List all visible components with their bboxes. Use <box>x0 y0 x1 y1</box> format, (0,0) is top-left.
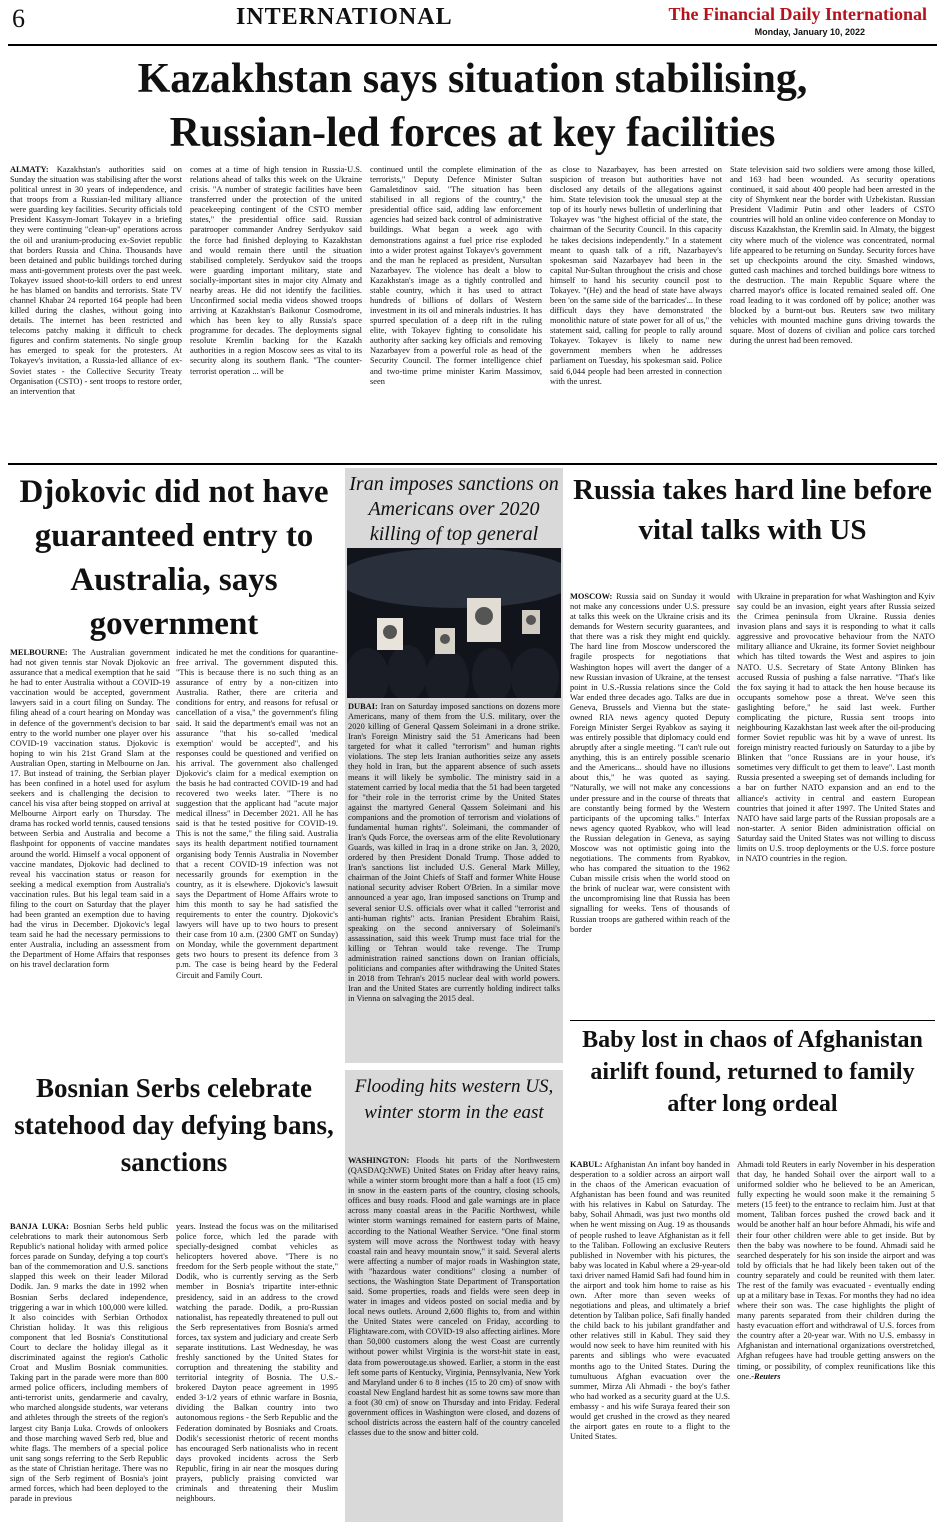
issue-date: Monday, January 10, 2022 <box>754 27 865 37</box>
baby-col-1 <box>570 1160 730 1522</box>
bosnia-col-1 <box>10 1222 168 1522</box>
iran-body <box>348 702 560 1060</box>
article-text: Kazakhstan's authorities said on Sunday the situation was stabilising after the worst political unrest in 30 years of independence, and that troops from a Russian-led military alliance were guarding key facilities. Security officials told President Kassym-Jomart Tokayev in a briefing they were continuing "clean-up" operations across the oil and uranium-producing ex-Soviet republic that borders Russia and China. Thousands have been detained and public buildings torched during mass anti-government protests over the past week. Tokayev issued shoot-to-kill orders to end unrest he has blamed on bandits and terrorists. State TV channel Khabar 24 reported 164 people had been killed during the clashes, without going into details. The internet has been restricted and telecoms patchy making it difficult to check figures and confirm statements. No single group has emerged to speak for the protesters. At Tokayev's invitation, a Russia-led alliance of ex-Soviet states - the Collective Security Treaty Organisation (CSTO) - sent troops to restore order, an intervention that <box>10 165 182 396</box>
dateline: MELBOURNE: <box>10 648 68 657</box>
dateline: KABUL: <box>570 1160 603 1169</box>
article-text: Ahmadi told Reuters in early November in his desperation that day, he handed Sohail over the airport wall to a uniformed soldier who he believed to be an American, fully expecting he would soon make it the remaining 5 meters (15 feet) to the entrance to reclaim him. Just at that moment, Taliban forces pushed the crowd back and it would be another half an hour before Ahmadi, his wife and their four other children were able to get inside. But by then the baby was nowhere to be found. Ahmadi said he searched desperately for his son inside the airport and was told by officials that he had likely been taken out of the country separately and could be reunited with them later. The rest of the family was evacuated - eventually ending up at a military base in Texas. For months they had no idea where their son was. The case highlights the plight of many parents separated from their children during the hasty evacuation effort and withdrawal of U.S. forces from the country after a 20-year war. With no U.S. embassy in Afghanistan and international organizations overstretched, Afghan refugees have had trouble getting answers on the timing, or possibility, of complex reunifications like this one. <box>737 1160 935 1381</box>
russia-baby-divider <box>570 1020 935 1021</box>
iran-headline: Iran imposes sanctions on Americans over 2020 killing of top general <box>349 473 559 545</box>
dateline: DUBAI: <box>348 702 378 711</box>
article-text: The Australian government had not given tennis star Novak Djokovic an assurance that a medical exemption that he said he had to enter Australia without a COVID-19 vaccination would be accepted, government lawyers said in a court filing on Sunday. The filing ahead of a court hearing on Monday was in defence of the government's decision to bar entry to the world number one player over his COVID-19 vaccination status. Djokovic is hoping to win his 21st Grand Slam at the Australian Open, starting in Melbourne on Jan. 17. But instead of training, the Serbian player has been confined in a hotel used for asylum seekers and is challenging the decision to cancel his visa after being stopped on arrival at Melbourne Airport early on Thursday. The drama has rocked world tennis, caused tensions between Serbia and Australia and become a flashpoint for opponents of vaccine mandates around the world. Himself a vocal opponent of vaccine mandates, Djokovic had declined to reveal his vaccination status or reason for seeking a medical exemption from Australia's vaccination rules. But his legal team said in a filing to the court on Saturday that the player had been granted an exemption due to having had the virus in December. Djokovic's legal team said he had the necessary permissions to enter Australia, including an assessment from the Department of Home Affairs that responses on his travel declaration form <box>10 648 170 970</box>
article-text: years. Instead the focus was on the militarised police force, which led the parade with specially-designed combat vehicles as helicopters hovered above. "There is no freedom for the Serb people without the state," Dodik, who is currently serving as the Serb member in Bosnia's tripartite inter-ethnic presidency, said in an address to the crowd watching the parade. Dodik, a pro-Russian nationalist, has repeatedly threatened to pull out the Serb representatives from Bosnia's armed forces, tax system and judiciary and create Serb separate institutions. Last Wednesday, he was freshly sanctioned by the United States for corruption and threatening the stability and territorial integrity of Bosnia. The U.S.-brokered Dayton peace agreement in 1995 ended 3-1/2 years of ethnic warfare in Bosnia, dividing the Balkan country into two autonomous regions - the Serb Republic and the Federation dominated by Bosniaks and Croats. Dodik's secessionist rhetoric of recent months has encouraged Serb nationalists who in recent days provoked incidents across the Serb Republic, firing in air near the mosques during prayers, publicly praising convicted war criminals and threatening their Muslim neighbours. <box>176 1222 338 1504</box>
page-number: 6 <box>12 4 25 33</box>
baby-col-2 <box>737 1160 935 1522</box>
credit: -Reuters <box>751 1371 781 1381</box>
section-rule <box>8 463 937 465</box>
flooding-box <box>345 1070 563 1522</box>
article-text: indicated he met the conditions for quarantine-free arrival. The government disputed this. "This is because there is no such thing as an assurance of entry by a non-citizen into Australia. Rather, there are criteria and conditions for entry, and reasons for refusal or cancellation of a visa," the government's filing said. It said the department's email was not an assurance "that his so-called 'medical exemption' would be accepted", and his responses could be questioned and verified on his arrival. The government also challenged Djokovic's claim for a medical exemption on the basis he had contracted COVID-19 and had recovered two weeks later. "There is no suggestion that the applicant had "acute major medical illness" in December 2021. All he has said is that he tested positive for COVID-19. This is not the same," the filing said. Australia says its health department notified tournament organising body Tennis Australia in November that a recent COVID-19 infection was not necessarily grounds for exemption in the country, as it is elsewhere. Djokovic's lawsuit says the Department of Home Affairs wrote to him this month to say he had satisfied the requirements to enter the country. Djokovic's lawyers will have up to two hours to present their case from 10 a.m. (2300 GMT on Sunday) on Monday, while the government department gets two hours to present its defence from 3 p.m. The case is being heard by the Federal Circuit and Family Court. <box>176 648 338 980</box>
kazakhstan-col-1 <box>10 165 182 460</box>
article-text: with Ukraine in preparation for what Washington and Kyiv say could be an invasion, eight years after Russia seized the Crimea peninsula from Ukraine. Russia denies invasion plans and says it is responding to what it calls aggressive and provocative behaviour from the NATO military alliance and Ukraine, its former Soviet neighbour which has tilted towards the West and aspires to join NATO. U.S. Secretary of State Antony Blinken has accused Russia of pushing a false narrative. "That's like the fox saying it had to attack the hen house because its occupants somehow pose a threat. We've seen this gaslighting before," he said last week. Further complicating the picture, Russia sent troops into neighbouring Kazakhstan last week after the oil-producing former Soviet republic was hit by a wave of unrest. Its foreign ministry reacted furiously on Saturday to a jibe by Blinken that "once Russians are in your house, it's sometimes very difficult to get them to leave". Last month Russia presented a sweeping set of demands including for a bar on further NATO expansion and an end to the alliance's activity in central and eastern European countries that joined it after 1997. The United States and NATO have said large parts of the Russian proposals are a non-starter. A senior Biden administration official on Saturday said the United States was not willing to discuss limits on U.S. troop deployments or the U.S. force posture in NATO countries in the region. <box>737 592 935 864</box>
baby-headline: Baby lost in chaos of Afghanistan airlift found, returned to family after long ordeal <box>582 1027 923 1117</box>
article-text: continued until the complete elimination of the terrorists," Deputy Defence Minister Sultan Gamaletdinov said. "The situation has been stabilised in all regions of the country," the presidential office said, adding law enforcement agencies had seized back control of administrative buildings. What began a week ago with demonstrations against a fuel price rise exploded into a wider protest against Tokayev's government and the man he replaced as president, Nursultan Nazarbayev. The violence has dealt a blow to Kazakhstan's image as a tightly controlled and stable country, which it has used to attract hundreds of billions of dollars of Western investment in its oil and minerals industries. It has spurred speculation of a deep rift in the ruling elite, with Tokayev fighting to consolidate his authority after sacking key officials and removing Nazarbayev from a powerful role as head of the Security Council. The former intelligence chief and two-time prime minister Karim Massimov, seen <box>370 165 542 386</box>
top-rule <box>8 44 937 46</box>
kazakhstan-col-2 <box>190 165 362 460</box>
headline-line-1: Kazakhstan says situation stabilising, <box>137 56 808 102</box>
russia-col-1 <box>570 592 730 1016</box>
paper-name: The Financial Daily International <box>668 4 927 24</box>
djokovic-col-2 <box>176 648 338 1063</box>
headline-line-2: Russian-led forces at key facilities <box>169 110 776 156</box>
dateline: WASHINGTON: <box>348 1156 410 1165</box>
article-text: State television said two soldiers were among those killed, and 163 had been wounded. As security operations continued, it said about 400 people had been arrested in the city of Shymkent near the border with Uzbekistan. Russian President Vladimir Putin and other leaders of CSTO countries will hold an online video conference on Monday to discuss Kazakhstan, the Kremlin said. In Almaty, the biggest city where much of the violence was concentrated, normal life appeared to be returning on Sunday. Security forces have set up checkpoints around the city. Smashed windows, gutted cash machines and torched buildings bore witness to the destruction. The main Republic Square where the charred mayor's office is located remained sealed off. One road leading to it was cordoned off by police; another was blocked by a burnt-out bus. Reuters saw two military vehicles with mounted machine guns driving towards the square. Most of dozens of civilian and police cars torched during the unrest had been removed. <box>730 165 935 346</box>
bosnia-headline: Bosnian Serbs celebrate statehood day defying bans, sanctions <box>14 1073 334 1177</box>
kazakhstan-col-3 <box>370 165 542 460</box>
bosnia-col-2 <box>176 1222 338 1522</box>
kazakhstan-headline <box>8 52 937 160</box>
iran-box <box>345 468 563 1063</box>
section-title: INTERNATIONAL <box>236 4 453 30</box>
article-text: Floods hit parts of the Northwestern (QASDAQ:NWE) United States on Friday after heavy rains, while a winter storm brought more than a half a foot (15 cm) in snow in the eastern parts of the country, closing schools, offices and busy roads. Flood and gale warnings are in place across many coastal areas in the Pacific Northwest, while winter storm warnings remained for eastern parts of Maine, according to the National Weather Service. "One final storm system will move across the Northwest today with heavy coastal rain and heavy mountain snow," it said. Several alerts were affecting a number of major roads in Washington state, with "hazardous water conditions" closing a number of sections, the Washington State Department of Transportation said. Some properties, roads and fields were seen deep in water in images and videos posted on social media and by local news outlets. Around 2,600 flights to, from and within the United States were canceled on Friday, according to Flightaware.com, with COVID-19 also affecting airlines. More than 50,000 customers along the west Coast are currently without power whilst Virginia is the worst-hit state in east, data from poweroutage.us showed. Earlier, a storm in the east left some parts of Kentucky, Virginia, Pennsylvania, New York and Maryland under 6 to 8 inches (15 to 20 cm) of snow with coastal New England hardest hit as some towns saw more than a foot (30 cm) of snow on Thursday and into Friday. Federal government offices in Washington were closed, and dozens of school districts across the eastern half of the country canceled classes due to the snow and bitter cold. <box>348 1156 560 1438</box>
dateline: BANJA LUKA: <box>10 1222 69 1231</box>
article-text: Iran on Saturday imposed sanctions on dozens more Americans, many of them from the U.S. military, over the 2020 killing of General Qassem Soleimani in a drone strike. Iran's Foreign Ministry said the 51 Americans had been targeted for what it called "terrorism" and human rights violations. The step lets Iranian authorities seize any assets they hold in Iran, but the apparent absence of such assets means it will likely be symbolic. The ministry said in a statement carried by local media that the 51 had been targeted for "their role in the terrorist crime by the United States against the martyred General Qassem Soleimani and his companions and the promotion of terrorism and violations of fundamental human rights". Soleimani, the commander of Iran's Quds Force, the overseas arm of the elite Revolutionary Guards, was killed in Iraq in a drone strike on Jan. 3, 2020, ordered by then President Donald Trump. Those added to Iran's sanctions list included U.S. General Mark Milley, chairman of the Joint Chiefs of Staff and former White House national security adviser Robert O'Brien. In a similar move announced a year ago, Iran imposed sanctions on Trump and several senior U.S. officials over what it called "terrorist and anti-human rights" acts. Iranian President Ebrahim Raisi, speaking on the second anniversary of Soleimani's assassination, said this week Trump must face trial for the killing or Tehran would take revenge. The Trump administration rained sanctions down on Iranian officials, politicians and companies after withdrawing the United States in 2018 from Tehran's 2015 nuclear deal with world powers. Iran and the United States are currently holding indirect talks in Vienna on salvaging the 2015 deal. <box>348 702 560 1004</box>
article-text: comes at a time of high tension in Russia-U.S. relations ahead of talks this week on the Ukraine crisis. "A number of strategic facilities have been transferred under the protection of the united peacekeeping contingent of the CSTO member states," the presidential office said. Russian paratrooper commander Andrey Serdyukov said the force had finished deploying to Kazakhstan and would remain there until the situation stabilised completely. Serdyukov said the troops were guarding important military, state and socially-important sites in major city Almaty and nearby areas. He did not identify the facilities. Unconfirmed social media videos showed troops arriving at Kazakhstan's Baikonur Cosmodrome, which has been key to ally Russia's space programme for decades. The deployments signal resolute Kremlin backing for the Kazakh authorities in a region Moscow sees as vital to its security along its southern flank. "The counter-terrorist operation ... will be <box>190 165 362 376</box>
masthead <box>0 0 945 44</box>
djokovic-headline: Djokovic did not have guaranteed entry to Australia, says government <box>19 474 329 642</box>
flooding-body <box>348 1156 560 1520</box>
article-text: as close to Nazarbayev, has been arrested on suspicion of treason but authorities have not disclosed any details of the allegations against him. State television took the unusual step at the top of its hourly news bulletin of underlining that Tokayev was "the highest official of the state, the chairman of the Security Council. In this capacity he takes decisions independently." In a statement meant to quash talk of a rift, Nazarbayev's spokesman said Nazarbayev had been in the capital Nur-Sultan throughout the crisis and chose himself to hand his security council post to Tokayev. "(He) and the head of state have always been 'on the same side of the barricades'... In these difficult days they have demonstrated the monolithic nature of state power for all of us," the statement said, calling for people to rally around Tokayev. Tokayev is likely to name new government members when he addresses parliament on Tuesday, his spokesman said. Police said 6,044 people had been arrested in connection with the unrest. <box>550 165 722 386</box>
dateline: ALMATY: <box>10 165 49 174</box>
kazakhstan-col-4 <box>550 165 722 460</box>
article-text: Bosnian Serbs held public celebrations to mark their autonomous Serb Republic's national holiday with armed police forces parade on Sunday, defying a top court's ban of the commemoration and U.S. sanctions slapped this week on their leader Milorad Dodik. Jan. 9 marks the date in 1992 when Bosnian Serbs declared independence, triggering a war in which 100,000 were killed. It also coincides with Serbian Orthodox Christian holiday. It was this religious component that led Bosnia's Constitutional Court to declare the holiday illegal as it discriminated against the region's Catholic Croat and Muslim Bosniak communities. Taking part in the parade were more than 800 armed police officers, including members of anti-terrorist units, gendarmerie and cavalry, who marched alongside students, war veterans and athletes through the streets of the region's largest city Banja Luka. Crowds of onlookers and those marching waved Serb red, blue and white flags. The members of a special police unit sang songs referring to the Serb Republic as the state of Christian heritage. There was no sign of the Serb regiment of Bosnia's joint armed forces, which had been deployed to the parade in previous <box>10 1222 168 1504</box>
flooding-headline: Flooding hits western US, winter storm in the east <box>354 1076 554 1123</box>
djokovic-col-1 <box>10 648 170 1063</box>
article-text: Afghanistan An infant boy handed in desperation to a soldier across an airport wall in the chaos of the American evacuation of Afghanistan has been found and was reunited with his relatives in Kabul on Saturday. The baby, Sohail Ahmadi, was just two months old when he went missing on Aug. 19 as thousands of people rushed to leave Afghanistan as it fell to the Taliban. Following an exclusive Reuters published in November with his pictures, the baby was located in Kabul where a 29-year-old taxi driver named Hamid Safi had found him in the airport and took him home to raise as his own. After more than seven weeks of negotiations and pleas, and ultimately a brief detention by Taliban police, Safi finally handed the child back to his jubilant grandfather and other relatives still in Kabul. They said they would now seek to have him reunited with his parents and siblings who were evacuated months ago to the United States. During the tumultuous Afghan evacuation over the summer, Mirza Ali Ahmadi - the boy's father who had worked as a security guard at the U.S. embassy - and his wife Suraya feared their son would get crushed in the crowd as they neared the airport gates en route to a flight to the United States. <box>570 1160 730 1442</box>
russia-col-2 <box>737 592 935 1016</box>
russia-headline: Russia takes hard line before vital talks with US <box>573 474 932 546</box>
dateline: MOSCOW: <box>570 592 613 601</box>
iran-photo <box>347 548 561 698</box>
mourners-photo-illustration <box>347 548 561 698</box>
article-text: Russia said on Sunday it would not make any concessions under U.S. pressure at talks this week on the Ukraine crisis and its demands for Western security guarantees, and that there was a risk they might end quickly. The hard line from Moscow underscored the fragile prospects for negotiations that Washington hopes will avert the danger of a new Russian invasion of Ukraine, at the tensest point in U.S.-Russia relations since the Cold War ended three decades ago. Talks are due in Geneva, Brussels and Vienna but the state-owned RIA news agency quoted Deputy Foreign Minister Sergei Ryabkov as saying it was entirely possible that diplomacy could end abruptly after a single meeting. "I can't rule out anything, this is an entirely possible scenario and the Americans... should have no illusions about this," he was quoted as saying. "Naturally, we will not make any concessions under pressure and in the course of threats that are constantly being formed by the Western participants of the upcoming talks." Interfax news agency quoted Ryabkov, who will lead the Russian delegation in Geneva, as saying Moscow was not optimistic going into the negotiations. The comments from Ryabkov, who has compared the situation to the 1962 Cuban missile crisis when the world stood on the brink of nuclear war, were consistent with the uncompromising line that Russia has been signalling for weeks. Tens of thousands of Russian troops are gathered within reach of the border <box>570 592 730 934</box>
kazakhstan-col-5 <box>730 165 935 460</box>
